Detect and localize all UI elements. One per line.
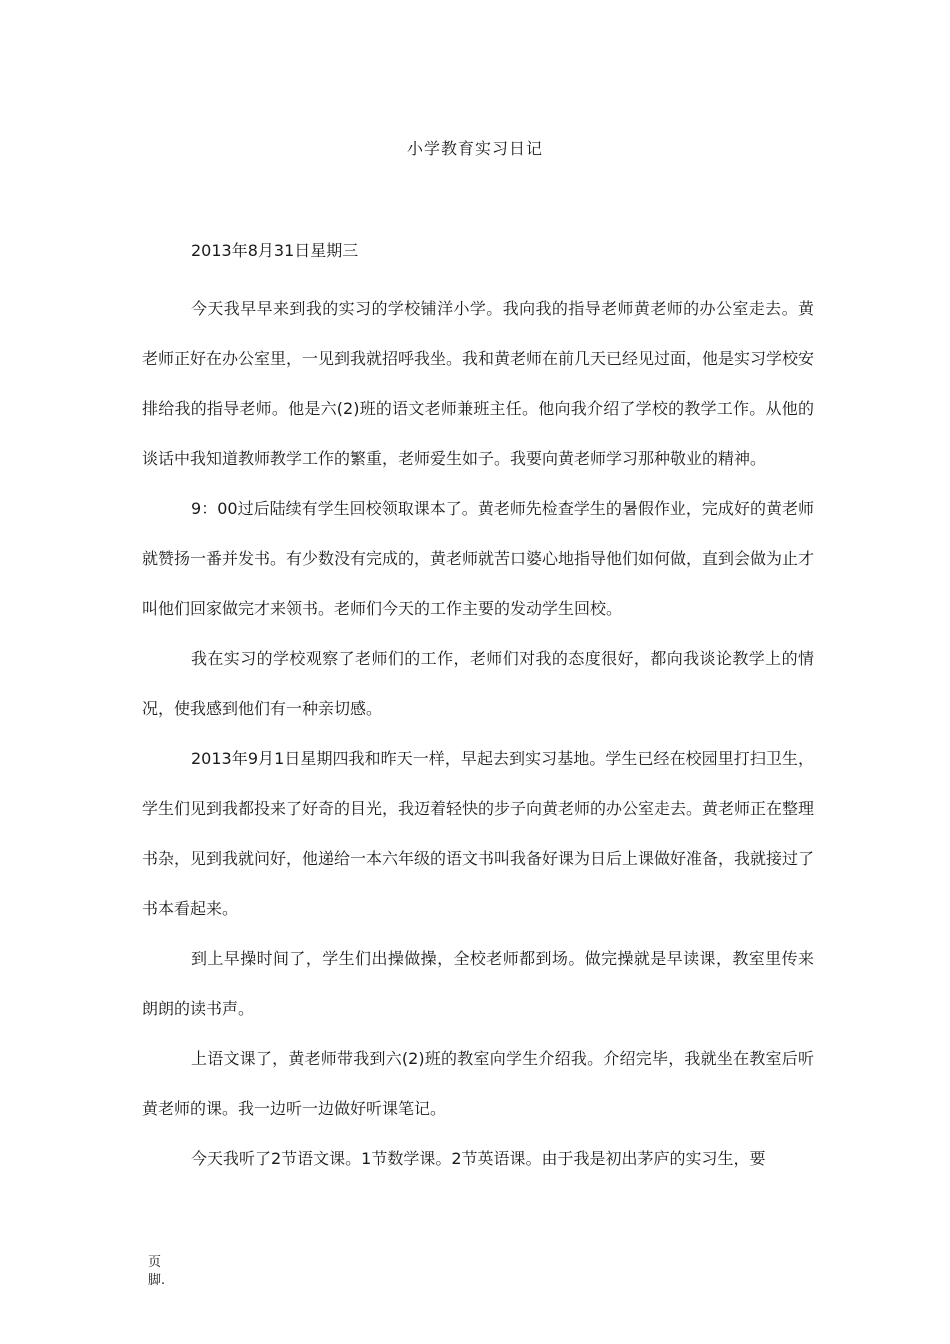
paragraph: 上语文课了，黄老师带我到六(2)班的教室向学生介绍我。介绍完毕，我就坐在教室后听黄老师的课。我一边听一边做好听课笔记。 xyxy=(142,1049,814,1118)
diary-body xyxy=(142,284,814,1184)
document-title: 小学教育实习日记 xyxy=(406,139,543,158)
paragraph: 2013年9月1日星期四我和昨天一样，早起去到实习基地。学生已经在校园里打扫卫生，学生们见到我都投来了好奇的目光，我迈着轻快的步子向黄老师的办公室走去。黄老师正在整理书杂，见到我就问好，他递给一本六年级的语文书叫我备好课为日后上课做好准备，我就接过了书本看起来。 xyxy=(142,749,815,918)
paragraph: 今天我早早来到我的实习的学校铺洋小学。我向我的指导老师黄老师的办公室走去。黄老师正好在办公室里，一见到我就招呼我坐。我和黄老师在前几天已经见过面，他是实习学校安排给我的指导老师。他是六(2)班的语文老师兼班主任。他向我介绍了学校的教学工作。从他的谈话中我知道教师教学工作的繁重，老师爱生如子。我要向黄老师学习那种敬业的精神。 xyxy=(142,299,815,468)
paragraph: 今天我听了2节语文课。1节数学课。2节英语课。由于我是初出茅庐的实习生，要 xyxy=(191,1149,766,1168)
paragraph: 9：00过后陆续有学生回校领取课本了。黄老师先检查学生的暑假作业，完成好的黄老师就赞扬一番并发书。有少数没有完成的，黄老师就苦口婆心地指导他们如何做，直到会做为止才叫他们回家做完才来领书。老师们今天的工作主要的发动学生回校。 xyxy=(142,499,815,618)
page-footer: 页脚. xyxy=(148,1255,166,1288)
paragraph: 我在实习的学校观察了老师们的工作，老师们对我的态度很好，都向我谈论教学上的情况，使我感到他们有一种亲切感。 xyxy=(142,649,814,718)
paragraph: 到上早操时间了，学生们出操做操，全校老师都到场。做完操就是早读课，教室里传来朗朗的读书声。 xyxy=(142,949,814,1018)
diary-date-heading: 2013年8月31日星期三 xyxy=(191,241,359,260)
